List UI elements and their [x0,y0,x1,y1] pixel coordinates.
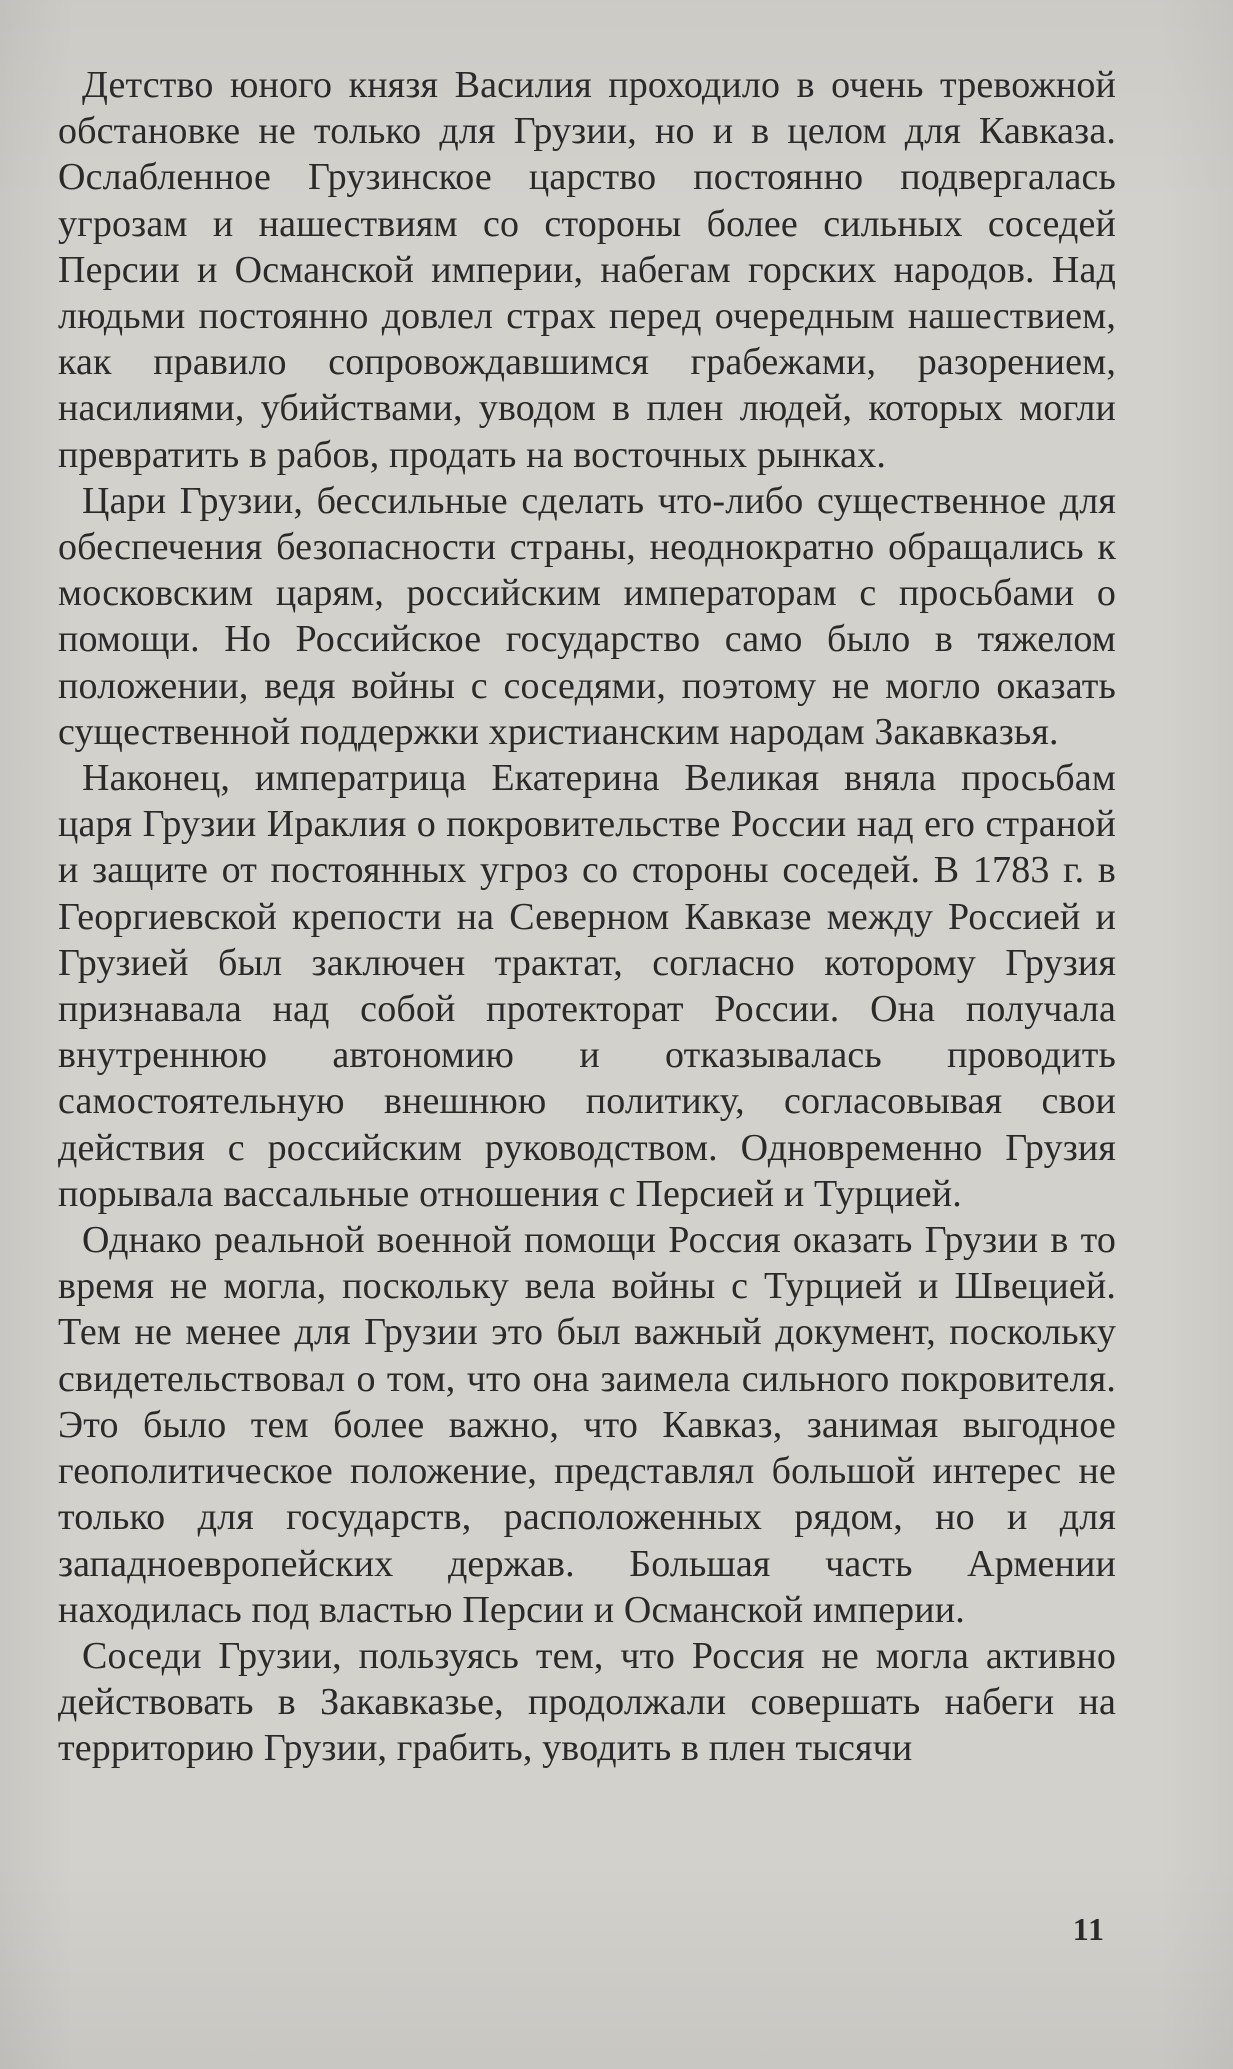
body-text [58,62,1116,1772]
paragraph-2: Цари Грузии, бессильные сделать что-либо существенное для обеспечения безопасности страны, неоднократно обращались к московским царям, российским императорам с просьбами о помощи. Но Российское государство само было в тяжелом положении, ведя войны с соседями, поэтому не могло оказать существенной поддержки христианским народам Закавказья. [58,479,1116,753]
paragraph-1: Детство юного князя Василия проходило в очень тревожной обстановке не только для Грузии, но и в целом для Кавказа. Ослабленное Грузинское царство постоянно подвергалась угрозам и нашествиям со стороны более сильных соседей Персии и Османской империи, набегам горских народов. Над людьми постоянно довлел страх перед очередным нашествием, как правило сопровождавшимся грабежами, разорением, насилиями, убийствами, уводом в плен людей, которых могли превратить в рабов, продать на восточных рынках. [58,64,1116,476]
page-number: 11 [1072,1911,1105,1947]
paragraph-5: Соседи Грузии, пользуясь тем, что Россия не могла активно действовать в Закавказье, продолжали совершать набеги на территорию Грузии, грабить, уводить в плен тысячи [58,1634,1116,1770]
paragraph-3: Наконец, императрица Екатерина Великая вняла просьбам царя Грузии Ираклия о покровительстве России над его страной и защите от постоянных угроз со стороны соседей. В 1783 г. в Георгиевской крепости на Северном Кавказе между Россией и Грузией был заключен трактат, согласно которому Грузия признавала над собой протекторат России. Она получала внутреннюю автономию и отказывалась проводить самостоятельную внешнюю политику, согласовывая свои действия с российским руководством. Одновременно Грузия порывала вассальные отношения с Персией и Турцией. [58,757,1116,1215]
paragraph-4: Однако реальной военной помощи Россия оказать Грузии в то время не могла, поскольку вела войны с Турцией и Швецией. Тем не менее для Грузии это был важный документ, поскольку свидетельствовал о том, что она заимела сильного покровителя. Это было тем более важно, что Кавказ, занимая выгодное геополитическое положение, представлял большой интерес не только для государств, расположенных рядом, но и для западноевропейских держав. Большая часть Армении находилась под властью Персии и Османской империи. [58,1219,1116,1631]
